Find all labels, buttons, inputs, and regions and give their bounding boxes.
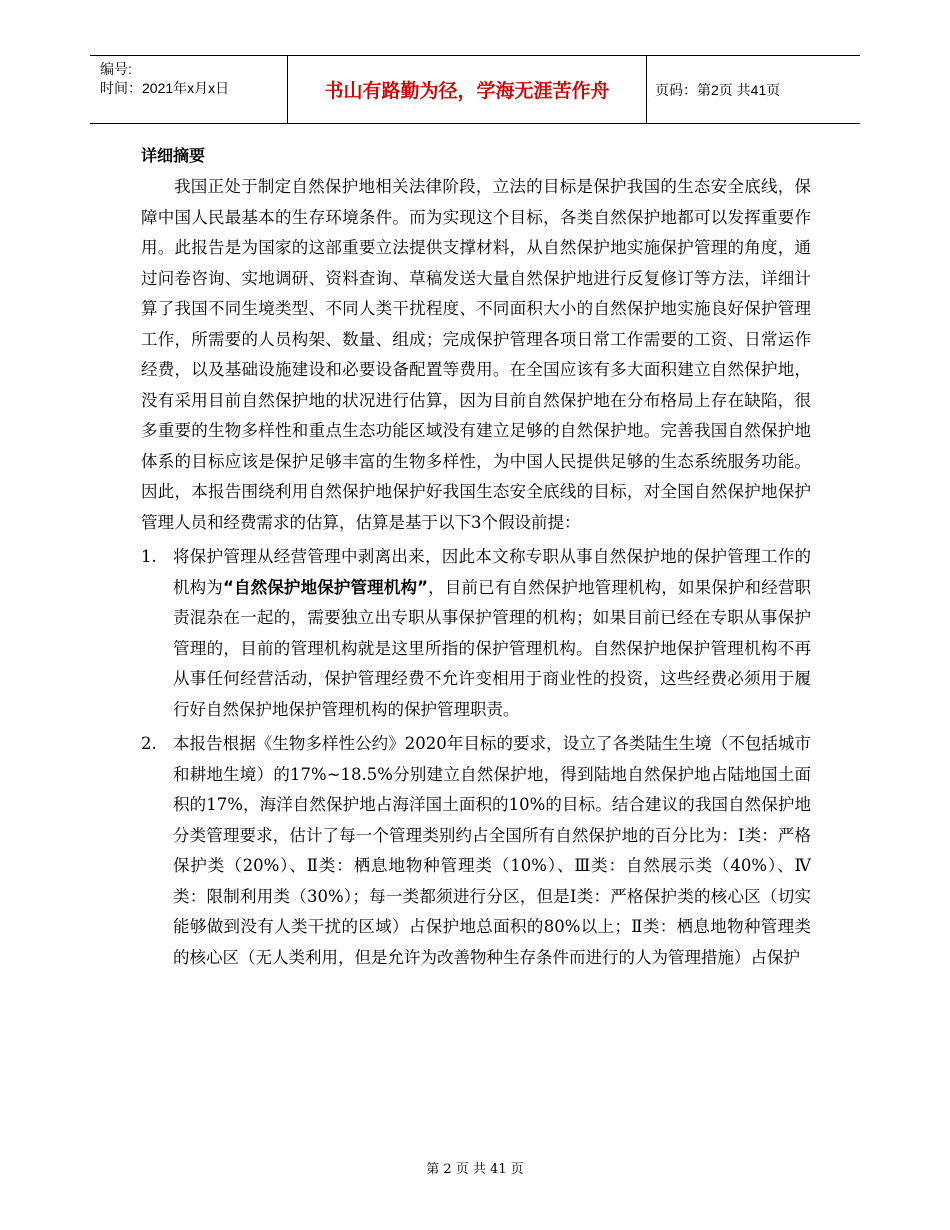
header-meta xyxy=(90,56,287,123)
list-item-bold-term: “自然保护地保护管理机构” xyxy=(222,577,428,597)
document-body xyxy=(141,140,811,973)
assumption-list xyxy=(141,542,811,973)
header-motto: 书山有路勤为径，学海无涯苦作舟 xyxy=(287,56,647,123)
document-number-label: 编号: xyxy=(100,61,132,77)
list-item-number: 2. xyxy=(141,734,157,753)
list-item-text: 本报告根据《生物多样性公约》2020年目标的要求，设立了各类陆生生境（不包括城市和耕地生境）的17%~18.5%分别建立自然保护地，得到陆地自然保护地占陆地国土面积的17%，海洋自然保护地占海洋国土面积的10%的目标。结合建议的我国自然保护地分类管理要求，估计了每一个管理类别约占全国所有自然保护地的百分比为：Ⅰ类：严格保护类（20%）、Ⅱ类：栖息地物种管理类（10%）、Ⅲ类：自然展示类（40%）、Ⅳ类：限制利用类（30%）；每一类都须进行分区，但是Ⅰ类：严格保护类的核心区（切实能够做到没有人类干扰的区域）占保护地总面积的80%以上；Ⅱ类：栖息地物种管理类的核心区（无人类利用，但是允许为改善物种生存条件而进行的人为管理措施）占保护 xyxy=(173,734,811,967)
list-item xyxy=(141,729,811,973)
document-date: 时间：2021年x月x日 xyxy=(100,80,230,96)
section-heading: 详细摘要 xyxy=(141,146,206,165)
list-item-text-continued: ，目前已有自然保护地管理机构，如果保护和经营职责混杂在一起的，需要独立出专职从事保护管理的机构；如果目前已经在专职从事保护管理的，目前的管理机构就是这里所指的保护管理机构。自然保护地保护管理机构不再从事任何经营活动，保护管理经费不允许变相用于商业性的投资，这些经费必须用于履行好自然保护地保护管理机构的保护管理职责。 xyxy=(173,577,812,719)
list-item xyxy=(141,542,811,725)
page-header xyxy=(90,55,860,124)
list-item-text: 将保护管理从经营管理中剥离出来，因此本文称专职从事自然保护地的保护管理工作的机构为 xyxy=(173,547,811,597)
page-footer: 第 2 页 共 41 页 xyxy=(426,1162,524,1177)
list-item-number: 1. xyxy=(141,547,157,566)
header-page-number: 页码：第2页 共41页 xyxy=(655,81,781,98)
intro-paragraph: 我国正处于制定自然保护地相关法律阶段，立法的目标是保护我国的生态安全底线，保障中国人民最基本的生存环境条件。而为实现这个目标，各类自然保护地都可以发挥重要作用。此报告是为国家的这部重要立法提供支撑材料，从自然保护地实施保护管理的角度，通过问卷咨询、实地调研、资料查询、草稿发送大量自然保护地进行反复修订等方法，详细计算了我国不同生境类型、不同人类干扰程度、不同面积大小的自然保护地实施良好保护管理工作，所需要的人员构架、数量、组成；完成保护管理各项日常工作需要的工资、日常运作经费，以及基础设施建设和必要设备配置等费用。在全国应该有多大面积建立自然保护地，没有采用目前自然保护地的状况进行估算，因为目前自然保护地在分布格局上存在缺陷，很多重要的生物多样性和重点生态功能区域没有建立足够的自然保护地。完善我国自然保护地体系的目标应该是保护足够丰富的生物多样性，为中国人民提供足够的生态系统服务功能。因此，本报告围绕利用自然保护地保护好我国生态安全底线的目标，对全国自然保护地保护管理人员和经费需求的估算，估算是基于以下3个假设前提： xyxy=(141,177,811,532)
